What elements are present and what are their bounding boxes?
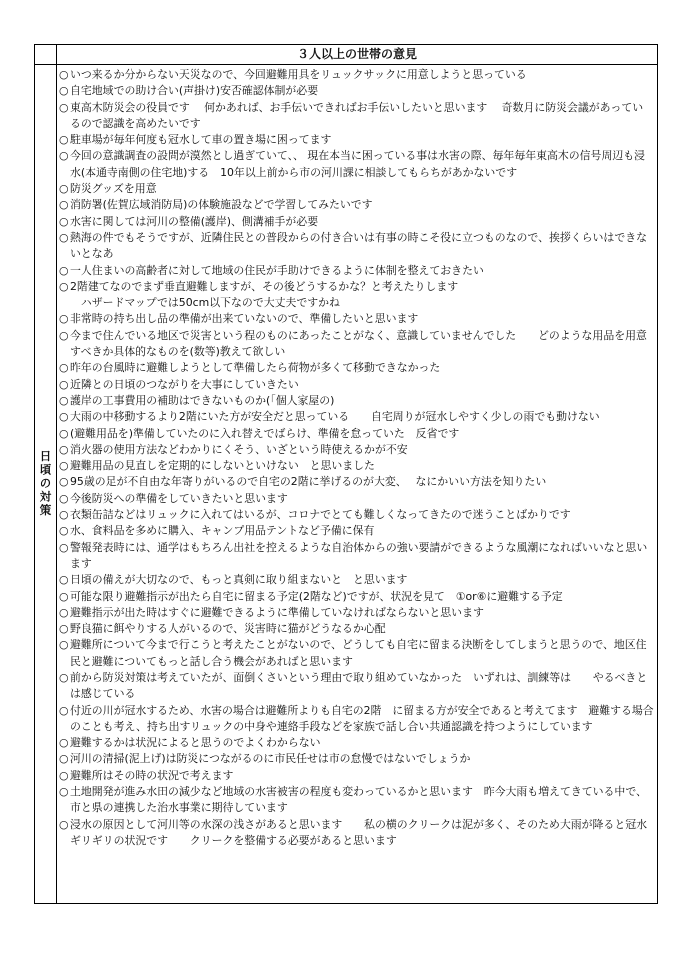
opinion-text: 昨年の台風時に避難しようとして準備したら荷物が多くて移動できなかった — [70, 361, 441, 375]
bullet-mark: ○ — [59, 573, 69, 587]
bullet-mark: ○ — [59, 230, 69, 244]
opinion-item — [59, 784, 654, 817]
opinion-text: 自宅地域での助け合い(声掛け)安否確認体制が必要 — [70, 84, 319, 98]
opinion-text: 今後防災への準備をしていきたいと思います — [70, 491, 288, 505]
bullet-mark: ○ — [59, 703, 69, 717]
opinion-text: いつ来るか分からない天災なので、今回避難用具をリュックサックに用意しようと思っている — [70, 68, 527, 81]
opinion-item — [59, 100, 654, 133]
bullet-mark: ○ — [59, 459, 69, 473]
bullet-mark: ○ — [59, 393, 69, 407]
opinion-item — [59, 817, 654, 850]
opinion-text: 避難所はその時の状況で考えます — [70, 768, 234, 782]
opinion-text: 付近の川が冠水するため、水害の場合は避難所よりも自宅の2階 に留まる方が安全であると考えてます 避難する場合のことも考え、持ち出すリュックの中身や連絡手段などを家族で話し合い共通認識を持つようにしています — [70, 703, 654, 733]
opinion-text: 野良猫に餌やりする人がいるので、災害時に猫がどうなるか心配 — [70, 622, 386, 636]
opinion-text: (避難用品を)準備していたのに入れ替えでばらけ、準備を怠っていた 反省です — [70, 426, 460, 440]
bullet-mark: ○ — [59, 198, 69, 212]
opinion-item — [59, 735, 654, 751]
opinion-item — [59, 279, 654, 312]
opinion-item — [59, 83, 654, 99]
opinion-item — [59, 605, 654, 621]
opinion-text: 熱海の件でもそうですが、近隣住民との普段からの付き合いは有事の時こそ役に立つものなので、挨拶くらいはできないとなあ — [70, 230, 647, 261]
opinion-item — [59, 572, 654, 588]
opinion-text: 大雨の中移動するより2階にいた方が安全だと思っている 自宅周りが冠水しやすく少しの雨でも動けない — [70, 410, 600, 424]
opinion-text: 避難用品の見直しを定期的にしないといけない と思いました — [70, 459, 375, 473]
opinion-item — [59, 540, 654, 573]
opinion-item — [59, 197, 654, 213]
opinion-item — [59, 67, 654, 83]
opinion-text: 今まで住んでいる地区で災害という程のものにあったことがなく、意識していませんでした どのような用品を用意すべきか具体的なものを(数等)教えて欲しい — [70, 328, 647, 359]
opinion-text: 水、食料品を多めに購入、キャンプ用品テントなど予備に保有 — [70, 524, 375, 538]
bullet-mark: ○ — [59, 312, 69, 326]
opinion-item — [59, 670, 654, 703]
bullet-mark: ○ — [59, 328, 69, 342]
bullet-mark: ○ — [59, 622, 69, 636]
opinion-text: 衣類缶詰などはリュックに入れてはいるが、コロナでとても難しくなってきたので迷うことばかりです — [70, 508, 571, 522]
bullet-mark: ○ — [59, 214, 69, 228]
opinion-text: 2階建てなのでまず垂直避難しますが、その後どうするかな？と考えたりします ハザードマップでは50cm以下なので大丈夫ですかね — [70, 279, 459, 310]
opinion-text: 95歳の足が不自由な年寄りがいるので自宅の2階に挙げるのが大変、 なにかいい方法を知りたい — [70, 475, 547, 489]
bullet-mark: ○ — [59, 508, 69, 522]
opinion-text: 土地開発が進み水田の減少など地域の水害被害の程度も変わっているかと思います 昨今大雨も増えてきている中で、市と県の連携した治水事業に期待しています — [70, 785, 647, 815]
opinion-text: 一人住まいの高齢者に対して地域の住民が手助けできるように体制を整えておきたい — [70, 263, 484, 277]
opinion-text: 今回の意識調査の設問が漠然とし過ぎていて、、 現在本当に困っている事は水害の際、毎年毎年東高木の信号周辺も浸水(本通寺南側の住宅地)する 10年以上前から市の河川課に相談してもらちがあかないです — [70, 149, 646, 179]
bullet-mark: ○ — [59, 68, 69, 81]
bullet-mark: ○ — [59, 361, 69, 375]
bullet-mark: ○ — [59, 149, 69, 163]
opinion-item — [59, 426, 654, 442]
opinion-text: 避難するかは状況によると思うのでよくわからない — [70, 736, 321, 750]
bullet-mark: ○ — [59, 377, 69, 391]
opinion-item — [59, 328, 654, 361]
opinion-text: 水害に関しては河川の整備(護岸)、側溝補手が必要 — [70, 214, 319, 228]
opinion-item — [59, 703, 654, 736]
opinion-text: 非常時の持ち出し品の準備が出来ていないので、準備したいと思います — [70, 312, 419, 326]
bullet-mark: ○ — [59, 100, 69, 114]
category-cell — [35, 65, 57, 903]
opinion-text: 防災グッズを用意 — [70, 182, 157, 196]
bullet-mark: ○ — [59, 442, 69, 456]
bullet-mark: ○ — [59, 410, 69, 424]
opinion-list — [57, 65, 657, 903]
opinion-item — [59, 360, 654, 376]
table-header-row — [35, 45, 657, 65]
opinion-item — [59, 768, 654, 784]
opinion-item — [59, 491, 654, 507]
opinion-text: 日頃の備えが大切なので、もっと真剣に取り組まないと と思います — [70, 573, 408, 587]
opinion-text: 警報発表時には、通学はもちろん出社を控えるような自治体からの強い要請ができるような風潮になればいいなと思います — [70, 540, 648, 570]
opinion-item — [59, 263, 654, 279]
opinion-text: 東高木防災会の役員です 何かあれば、お手伝いできればお手伝いしたいと思います 奇数月に防災会議があっているので認識を高めたいです — [70, 100, 644, 130]
opinion-item — [59, 181, 654, 197]
opinion-item — [59, 589, 654, 605]
bullet-mark: ○ — [59, 752, 69, 766]
opinion-text: 前から防災対策は考えていたが、面倒くさいという理由で取り組めていなかった いずれは、訓練等は やるべきとは感じている — [70, 670, 648, 701]
opinion-item — [59, 230, 654, 263]
table-title: ３人以上の世帯の意見 — [296, 47, 417, 61]
opinion-item — [59, 751, 654, 767]
bullet-mark: ○ — [59, 475, 69, 489]
opinion-item — [59, 442, 654, 458]
table-body-row — [35, 65, 657, 903]
opinion-item — [59, 409, 654, 425]
bullet-mark: ○ — [59, 426, 69, 440]
opinion-text: 河川の清掃(泥上げ)は防災につながるのに市民任せは市の怠慢ではないでしょうか — [70, 752, 471, 766]
opinion-item — [59, 507, 654, 523]
bullet-mark: ○ — [59, 736, 69, 750]
opinion-item — [59, 474, 654, 490]
opinion-table — [34, 44, 658, 904]
bullet-mark: ○ — [59, 524, 69, 538]
opinion-text: 護岸の工事費用の補助はできないものか(｢個人家屋の) — [70, 393, 335, 407]
bullet-mark: ○ — [59, 84, 69, 98]
opinion-text: 避難指示が出た時はすぐに避難できるように準備していなければならないと思います — [70, 605, 484, 619]
opinion-text: 可能な限り避難指示が出たら自宅に留まる予定(2階など)ですが、状況を見て ①or⑥に避難する予定 — [70, 589, 563, 603]
bullet-mark: ○ — [59, 182, 69, 196]
opinion-text: 消火器の使用方法などわかりにくそう、いざという時使えるかが不安 — [70, 442, 408, 456]
opinion-item — [59, 637, 654, 670]
bullet-mark: ○ — [59, 785, 69, 799]
bullet-mark: ○ — [59, 605, 69, 619]
opinion-text: 駐車場が毎年何度も冠水して車の置き場に困ってます — [70, 133, 332, 147]
bullet-mark: ○ — [59, 817, 69, 831]
opinion-text: 浸水の原因として河川等の水深の浅さがあると思います 私の横のクリークは泥が多く、そのため大雨が降ると冠水ギリギリの状況です クリークを整備する必要があると思います — [70, 817, 647, 847]
bullet-mark: ○ — [59, 589, 69, 603]
opinion-item — [59, 148, 654, 181]
category-label: 日頃の対策 — [38, 450, 53, 518]
opinion-text: 消防署(佐賀広域消防局)の体験施設などで学習してみたいです — [70, 198, 373, 212]
opinion-item — [59, 311, 654, 327]
opinion-item — [59, 132, 654, 148]
bullet-mark: ○ — [59, 279, 69, 293]
header-corner-cell — [35, 45, 57, 64]
opinion-text: 近隣との日頃のつながりを大事にしていきたい — [70, 377, 299, 391]
opinion-text: 避難所について今まで行こうと考えたことがないので、どうしても自宅に留まる決断をしてしまうと思うので、地区住民と避難についてもっと話し合う機会があればと思います — [70, 638, 647, 668]
opinion-item — [59, 393, 654, 409]
bullet-mark: ○ — [59, 670, 69, 684]
bullet-mark: ○ — [59, 263, 69, 277]
bullet-mark: ○ — [59, 540, 69, 554]
bullet-mark: ○ — [59, 491, 69, 505]
bullet-mark: ○ — [59, 768, 69, 782]
bullet-mark: ○ — [59, 638, 69, 652]
opinion-item — [59, 523, 654, 539]
opinion-item — [59, 621, 654, 637]
opinion-item — [59, 214, 654, 230]
bullet-mark: ○ — [59, 133, 69, 147]
opinion-item — [59, 377, 654, 393]
opinion-item — [59, 458, 654, 474]
